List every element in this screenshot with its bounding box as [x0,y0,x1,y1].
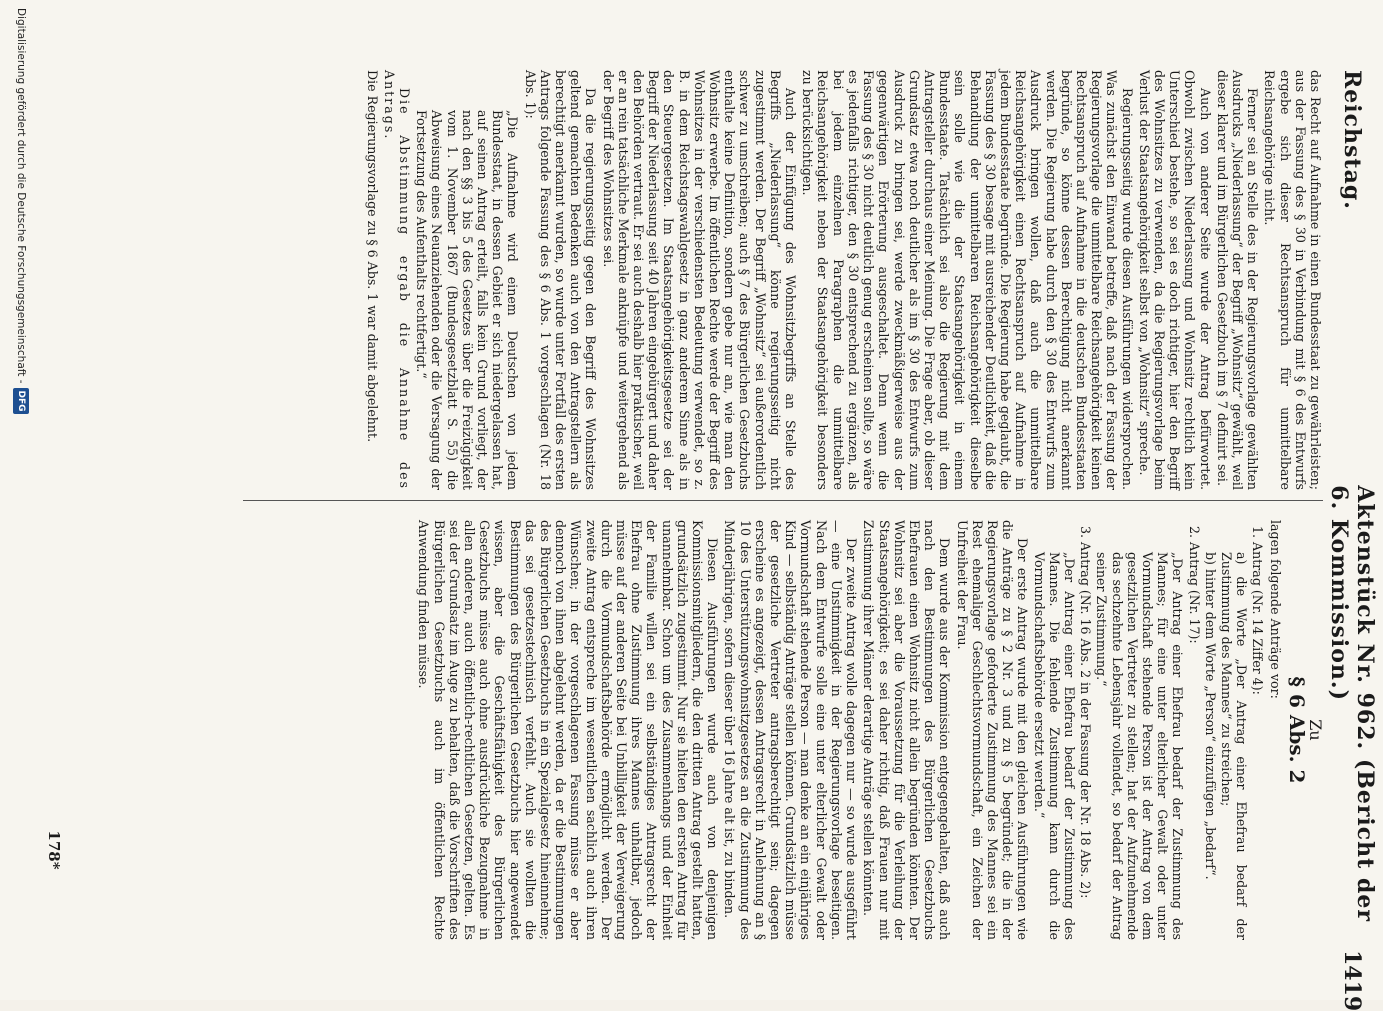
left-column [362,70,1323,490]
list-item: b) hinter dem Worte „Person“ einzufügen „bedarf“. [1202,552,1218,880]
paragraph: Diesen Ausführungen wurde auch von denjenigen Kommissionsmitgliedern, die den dritten Antrag gestellt hatten, grundsätzlich zugestimmt. Nur sie hielten den ersten Antrag für unannehmbar. Schon um des Zusammenhangs und der Einheit der Familie willen sei ein selbständiges Antragsrecht der Ehefrau ohne Zustimmung ihres Mannes unhaltbar, jedoch müsse auf der anderen Seite bei Unbilligkeit der Verweigerung durch die Vormundschaftsbehörde ermöglicht werden. Der zweite Antrag entspreche im wesentlichen sachlich auch ihren Wünschen; in der vorgeschlagenen Fassung müsse er aber dennoch von ihnen abgelehnt werden, da er die Bestimmungen des Bürgerlichen Gesetzbuchs in ein Spezialgesetz hineinnehme; das sei gesetzestechnisch verfehlt. Auch sie wollten die Bestimmungen des Bürgerlichen Gesetzbuchs hier angewendet wissen, aber die Geschäftsfähigkeit des Bürgerlichen Gesetzbuchs müsse auch ohne ausdrückliche Bezugnahme in allen anderen, auch öffentlich-rechtlichen Gesetzen, gelten. Es sei der Grundsatz im Auge zu behalten, daß die Vorschriften des Bürgerlichen Gesetzbuchs auch im öffentlichen Rechte Anwendung finden müsse. [416,520,721,940]
column-divider [243,500,1323,501]
right-column [414,520,1323,940]
paragraph: das Recht auf Aufnahme in einen Bundesstaat zu gewährleisten; aus der Fassung des § 30 in Verbindung mit § 6 des Entwurfs ergebe sich dieser Rechtsanspruch für unmittelbare Reichsangehörige nicht. [1262,70,1323,490]
page-number: 1419 [1339,950,1365,1011]
closing-line: Die Regierungsvorlage zu § 6 Abs. 1 war damit abgelehnt. [364,70,380,443]
list-item: „Der Antrag einer Ehefrau bedarf der Zustimmung des Mannes; für eine unter elterlicher Gewalt oder unter Vormundschaft stehende Person ist der Antrag von dem gesetzlichen Vertreter zu stellen; hat der Aufzunehmende das sechzehnte Lebensjahr vollendet, so bedarf der Antrag seiner Zustimmung.“ [1094,552,1186,940]
list-item: „Der Antrag einer Ehefrau bedarf der Zustimmung des Mannes. Die fehlende Zustimmung kann durch die Vormundschaftsbehörde ersetzt werden.“ [1031,552,1077,940]
section-heading: § 6 Abs. 2 [1284,676,1309,784]
list-item: 1. Antrag (Nr. 14 Ziffer 4): [1250,526,1266,695]
motion-list [1031,520,1265,940]
closing-line: Die Abstimmung ergab die Annahme des Antrags. [381,70,413,490]
paragraph: Der erste Antrag wurde mit den gleichen Ausführungen wie die Anträge zu § 2 Nr. 3 und zu § 5 begründet; die in der Regierungsvorlage geforderte Zustimmung des Mannes sei ein Rest ehemaliger Geschlechtsvormundschaft, ein Zeichen der Unfreiheit der Frau. [954,520,1031,940]
list-item: 2. Antrag (Nr. 17): [1186,526,1202,644]
paragraph: Dem wurde aus der Kommission entgegengehalten, daß auch nach den Bestimmungen des Bürgerlichen Gesetzbuchs Ehefrauen einen Wohnsitz nicht allein begründen könnten. Der Wohnsitz sei aber die Voraussetzung für die Verleihung der Staatsangehörigkeit; es sei daher richtig, daß Frauen nur mit Zustimmung ihrer Männer derartige Anträge stellen könnten. [861,520,953,940]
block-quote: „Die Aufnahme wird einem Deutschen von jedem Bundesstaat, in dessen Gebiet er sich niedergelassen hat, auf seinen Antrag erteilt, falls kein Grund vorliegt, der nach den §§ 3 bis 5 des Gesetzes über die Freizügigkeit vom 1. November 1867 (Bundesgesetzblatt S. 55) die Abweisung eines Neuanziehenden oder die Versagung der Fortsetzung des Aufenthalts rechtfertigt.“ [414,110,521,490]
funding-credit: Digitalisierung gefördert durch die Deutsche Forschungsgemeinschaft - [15,8,27,384]
paragraph: Auch der Einfügung des Wohnsitzbegriffs an Stelle des Begriffs „Niederlassung“ könne regierungsseitig nicht zugestimmt werden. Der Begriff „Wohnsitz“ sei außerordentlich schwer zu umschreiben; auch § 7 des Bürgerlichen Gesetzbuchs enthalte keine Definition, sondern gebe nur an, wie man den Wohnsitz erwerbe. Im öffentlichen Rechte werde der Begriff des Wohnsitzes in der verschiedensten Bedeutung verwendet, so z. B. in dem Reichstagswahlgesetz in ganz anderem Sinne als in den Steuergesetzen. Im Staatsangehörigkeitsgesetze sei der Begriff der Niederlassung seit 40 Jahren eingebürgert und daher den Behörden vertraut. Er sei auch deshalb hier praktischer, weil er an rein tatsächliche Merkmale anknüpfe und weitergehend als der Begriff des Wohnsitzes sei. [600,70,799,490]
folio-number: 178* [45,830,63,870]
list-item: 3. Antrag (Nr. 16 Abs. 2 in der Fassung der Nr. 18 Abs. 2): [1078,526,1094,899]
paragraph: Der zweite Antrag wolle dagegen nur — so wurde ausgeführt — eine Unstimmigkeit in der Regierungsvorlage beseitigen. Nach dem Entwurfe solle eine unter elterlicher Gewalt oder Vormundschaft stehende Person — man denke an ein einjähriges Kind — selbständig Anträge stellen können. Grundsätzlich müsse der gesetzliche Vertreter antragsberechtigt sein; dagegen erscheine es angezeigt, dessen Antragsrecht in Anlehnung an § 10 des Unterstützungswohnsitzgesetzes an die Zustimmung des Minderjährigen, sofern dieser über 16 Jahre alt ist, zu binden. [722,520,860,940]
header-document-ref: Aktenstück Nr. 962. (Bericht der 6. Kommission.) [1326,485,1378,922]
paragraph: Regierungsseitig wurde diesen Ausführungen widersprochen. Was zunächst den Einwand betreffe, daß nach der Fassung der Regierungsvorlage die unmittelbare Reichsangehörigkeit keinen Rechtsanspruch auf Aufnahme in die deutschen Bundesstaaten begründe, so könne dessen Berechtigung nicht anerkannt werden. Die Regierung habe durch den § 30 des Entwurfs zum Ausdruck bringen wollen, daß auch die unmittelbare Reichsangehörigkeit einen Rechtsanspruch auf Aufnahme in jedem Bundesstaate begründe. Die Regierung habe geglaubt, die Fassung des § 30 besage mit ausreichender Deutlichkeit, daß die Behandlung der unmittelbaren Reichsangehörigkeit dieselbe sein solle wie die der Staatsangehörigkeit in einem Bundesstaate. Tatsächlich sei also die Regierung mit dem Antragsteller durchaus einer Meinung. Die Frage aber, ob dieser Grundsatz etwa noch deutlicher als im § 30 des Entwurfs zum Ausdruck zu bringen sei, werde zweckmäßigerweise aus der gegenwärtigen Erörterung ausgeschaltet. Denn wenn die Fassung des § 30 nicht deutlich genug erscheinen sollte, so wäre es jedenfalls richtiger, den § 30 entsprechend zu ergänzen, als bei jedem einzelnen Paragraphen die unmittelbare Reichsangehörigkeit neben der Staatsangehörigkeit besonders zu berücksichtigen. [800,70,1135,490]
intro-text: lagen folgende Anträge vor: [1267,520,1283,699]
paragraph: Da die regierungsseitig gegen den Begriff des Wohnsitzes geltend gemachten Bedenken auch von den Antragstellern als berechtigt anerkannt wurden, so wurde unter Fortfall des ersten Antrags folgende Fassung des § 6 Abs. 1 vorgeschlagen (Nr. 18 Abs. 1): [522,70,599,490]
paragraph: Ferner sei an Stelle des in der Regierungsvorlage gewählten Ausdrucks „Niederlassung“ der Begriff „Wohnsitz“ gewählt, weil dieser klarer und im Bürgerlichen Gesetzbuch im § 7 definirt sei. [1214,70,1261,490]
header-title: Reichstag. [1339,70,1365,210]
page-header [1326,70,1378,1011]
dfg-logo-icon: DFG [13,388,29,414]
paragraph: Auch von anderer Seite wurde der Antrag befürwortet. Obwohl zwischen Niederlassung und Wohnsitz rechtlich kein Unterschied bestehe, so sei es doch richtiger, hier den Begriff des Wohnsitzes zu verwenden, da die Regierungsvorlage beim Verlust der Staatsangehörigkeit selbst von „Wohnsitz“ spreche. [1136,70,1213,490]
intro-zu: Zu [1306,719,1325,741]
digitization-footer [7,0,31,1000]
list-item: a) die Worte „Der Antrag einer Ehefrau bedarf der Zustimmung des Mannes“ zu streichen; [1218,552,1250,940]
